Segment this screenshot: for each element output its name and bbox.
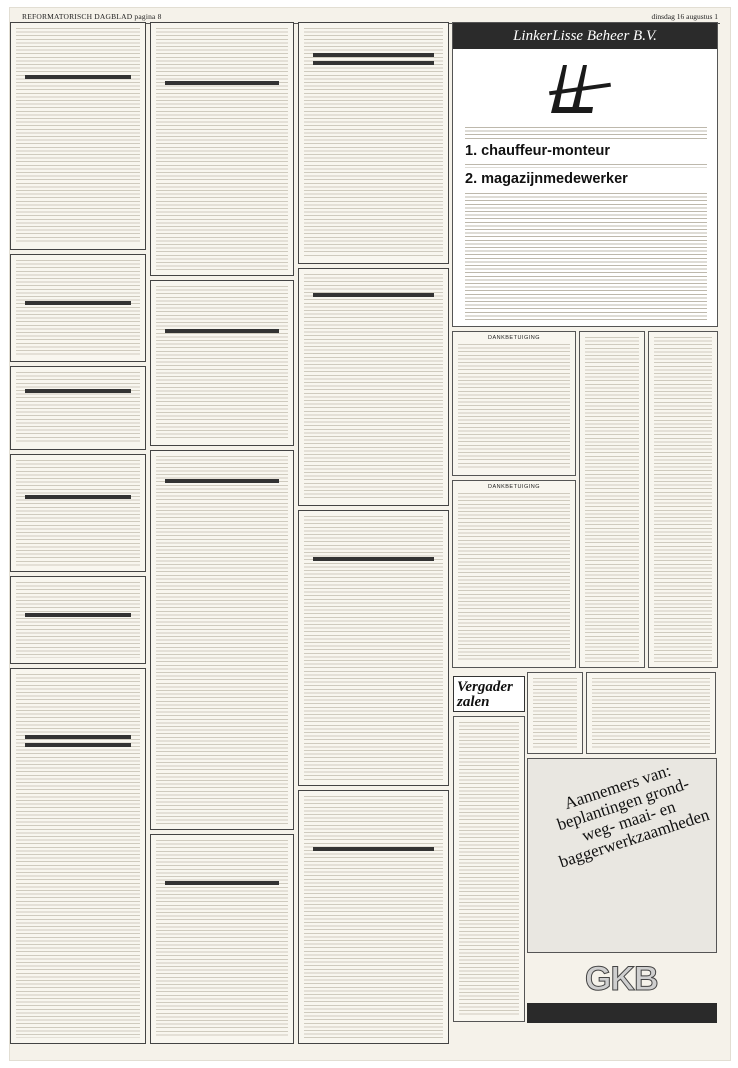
church-services xyxy=(648,331,718,668)
page-header-right: dinsdag 16 augustus 1 xyxy=(651,12,718,21)
notice xyxy=(10,254,146,362)
notice xyxy=(298,790,449,1044)
notice xyxy=(298,268,449,506)
notice-name xyxy=(165,81,279,85)
gkb-logo: GKB xyxy=(585,960,658,998)
job-title-1: 1. chauffeur-monteur xyxy=(465,143,611,159)
thanks-label: DANKBETUIGING xyxy=(487,335,541,341)
notice-name xyxy=(25,613,131,617)
page-header-left: REFORMATORISCH DAGBLAD pagina 8 xyxy=(22,12,162,21)
notice-name xyxy=(25,301,131,305)
notice xyxy=(150,450,294,830)
notice xyxy=(150,834,294,1044)
notice-name xyxy=(313,61,434,65)
notice xyxy=(10,454,146,572)
notice xyxy=(298,22,449,264)
vergader-ad-title: Vergader zalen xyxy=(457,679,513,710)
thanks-label: DANKBETUIGING xyxy=(487,484,541,490)
business-ad xyxy=(586,672,716,754)
notice-name xyxy=(313,557,434,561)
linkerlisse-logo-icon xyxy=(545,63,615,117)
notice-name xyxy=(165,479,279,483)
notice-name xyxy=(313,53,434,57)
notice-name xyxy=(25,735,131,739)
notice xyxy=(150,22,294,276)
notices-column-2 xyxy=(150,22,294,1062)
notice-name xyxy=(25,389,131,393)
thanks-notice xyxy=(452,480,576,668)
business-ad xyxy=(527,672,583,754)
notice-name xyxy=(165,329,279,333)
recruitment-ad xyxy=(452,22,718,327)
notices-column-3 xyxy=(298,22,449,1062)
church-services xyxy=(453,716,525,1022)
notices-column-1 xyxy=(10,22,146,1062)
notice xyxy=(10,366,146,450)
notice-name xyxy=(165,881,279,885)
notice xyxy=(298,510,449,786)
notice-name xyxy=(313,293,434,297)
thanks-notice xyxy=(452,331,576,476)
notice-name xyxy=(313,847,434,851)
ad-intro xyxy=(465,127,707,139)
job-title-2: 2. magazijnmedewerker xyxy=(465,171,628,187)
notice-name xyxy=(25,743,131,747)
notice-name xyxy=(25,75,131,79)
church-services xyxy=(579,331,645,668)
notice xyxy=(10,22,146,250)
contractor-ad xyxy=(527,758,717,953)
notice-name xyxy=(25,495,131,499)
notice xyxy=(10,668,146,1044)
ad-text xyxy=(465,164,707,168)
gkb-address-bar xyxy=(527,1003,717,1023)
notice xyxy=(150,280,294,446)
ad-text xyxy=(465,193,707,321)
company-name: LinkerLisse Beheer B.V. xyxy=(453,23,717,49)
contractor-ad-text: Aannemers van: beplantingen grond- weg- maai- en baggerwerkzaamheden xyxy=(554,760,712,872)
notice xyxy=(10,576,146,664)
vergader-ad xyxy=(453,676,525,712)
